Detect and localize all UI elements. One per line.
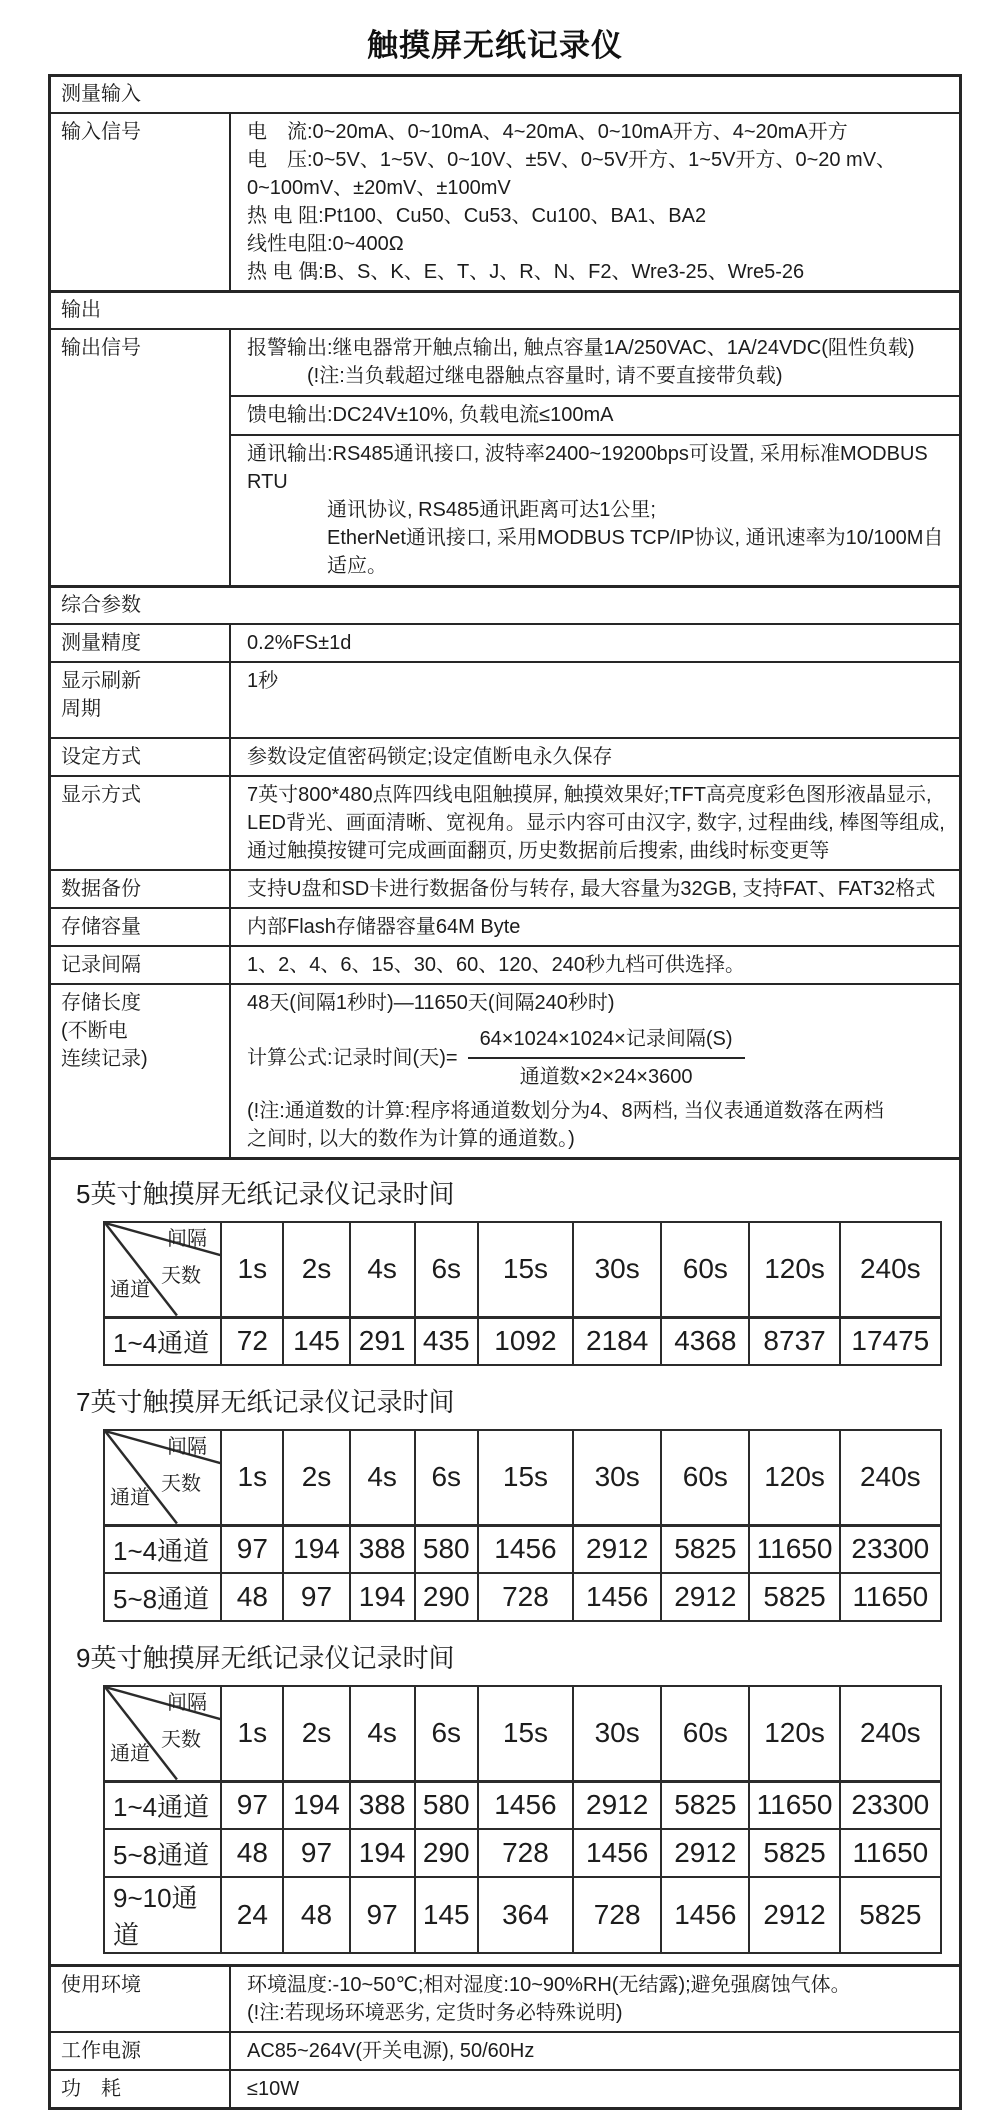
input-signal-line: 电 流:0~20mA、0~10mA、4~20mA、0~10mA开方、4~20mA开方 <box>247 121 848 143</box>
storage-label-line: 存储长度 <box>61 992 141 1014</box>
record-days-cell: 1456 <box>478 1525 573 1573</box>
interval-header-cell: 60s <box>661 1222 749 1317</box>
record-days-cell: 17475 <box>840 1317 941 1365</box>
record-days-cell: 24 <box>221 1877 283 1953</box>
interval-header-cell: 120s <box>749 1430 839 1525</box>
spec-label-capacity: 存储容量 <box>51 909 231 945</box>
section-header-measure-input: 测量输入 <box>61 83 141 105</box>
record-days-cell: 2912 <box>749 1877 839 1953</box>
spec-value-accuracy: 0.2%FS±1d <box>247 632 352 654</box>
corner-label-interval: 间隔 <box>167 1436 207 1458</box>
record-days-cell: 23300 <box>840 1525 941 1573</box>
record-days-cell: 435 <box>415 1317 478 1365</box>
record-table-section <box>76 1382 942 1622</box>
spec-value-consumption: ≤10W <box>247 2078 300 2100</box>
record-table-title: 9英寸触摸屏无纸记录仪记录时间 <box>76 1643 455 1673</box>
comm-output-line: 通讯输出:RS485通讯接口, 波特率2400~19200bps可设置, 采用标准MODBUS RTU <box>247 443 928 493</box>
interval-header-cell: 120s <box>749 1686 839 1781</box>
record-days-cell: 48 <box>221 1829 283 1877</box>
interval-header-cell: 2s <box>283 1222 349 1317</box>
spec-label-display: 显示方式 <box>51 777 231 869</box>
interval-header-cell: 60s <box>661 1430 749 1525</box>
record-table <box>103 1685 942 1954</box>
input-signal-line: 线性电阻:0~400Ω <box>247 233 404 255</box>
record-days-cell: 194 <box>283 1781 349 1829</box>
feed-output-line: 馈电输出:DC24V±10%, 负载电流≤100mA <box>247 404 614 426</box>
channel-range-cell: 1~4通道 <box>104 1525 221 1573</box>
record-days-cell: 5825 <box>749 1829 839 1877</box>
interval-header-cell: 1s <box>221 1686 283 1781</box>
spec-row-display <box>51 775 959 869</box>
input-signal-line: 电 压:0~5V、1~5V、0~10V、±5V、0~5V开方、1~5V开方、0~20 mV、 <box>247 149 897 171</box>
record-days-cell: 72 <box>221 1317 283 1365</box>
storage-formula <box>247 1025 949 1091</box>
page-title: 触摸屏无纸记录仪 <box>367 28 623 63</box>
spec-value-environment <box>231 1967 959 2031</box>
record-table-section <box>76 1638 942 1954</box>
storage-note-line: (!注:通道数的计算:程序将通道数划分为4、8两档, 当仪表通道数落在两档 <box>247 1100 884 1122</box>
spec-label-setting: 设定方式 <box>51 739 231 775</box>
spec-row-storage-length <box>51 983 959 1157</box>
spec-value-interval: 1、2、4、6、15、30、60、120、240秒九档可供选择。 <box>247 954 745 976</box>
record-table-row <box>104 1525 941 1573</box>
record-days-cell: 2912 <box>573 1525 661 1573</box>
record-days-cell: 1456 <box>573 1573 661 1621</box>
spec-row-capacity <box>51 907 959 945</box>
alarm-output-note: (!注:当负载超过继电器触点容量时, 请不要直接带负载) <box>307 365 783 387</box>
spec-row-consumption <box>51 2069 959 2107</box>
alarm-output-subrow <box>231 330 959 395</box>
corner-label-days: 天数 <box>161 1473 201 1495</box>
record-days-cell: 5825 <box>840 1877 941 1953</box>
display-mode-line: 7英寸800*480点阵四线电阻触摸屏, 触摸效果好;TFT高亮度彩色图形液晶显示, <box>247 784 932 806</box>
interval-header-cell: 6s <box>415 1222 478 1317</box>
interval-header-cell: 30s <box>573 1686 661 1781</box>
spec-label-accuracy: 测量精度 <box>51 625 231 661</box>
input-signal-line: 0~100mV、±20mV、±100mV <box>247 177 511 199</box>
spec-label-power: 工作电源 <box>51 2033 231 2069</box>
record-table <box>103 1429 942 1622</box>
channel-range-cell: 9~10通道 <box>104 1877 221 1953</box>
formula-fraction <box>468 1025 745 1091</box>
section-row-measure-input <box>51 77 959 112</box>
spec-row-refresh <box>51 661 959 737</box>
channel-range-cell: 5~8通道 <box>104 1829 221 1877</box>
spec-row-input-signal <box>51 112 959 290</box>
record-days-cell: 11650 <box>840 1573 941 1621</box>
interval-header-cell: 15s <box>478 1430 573 1525</box>
environment-line: 环境温度:-10~50℃;相对湿度:10~90%RH(无结露);避免强腐蚀气体。 <box>247 1974 851 1996</box>
interval-header-cell: 120s <box>749 1222 839 1317</box>
section-header-general: 综合参数 <box>61 594 141 616</box>
corner-label-days: 天数 <box>161 1265 201 1287</box>
comm-output-subrow <box>231 434 959 585</box>
interval-header-cell: 2s <box>283 1430 349 1525</box>
input-signal-line: 热 电 阻:Pt100、Cu50、Cu53、Cu100、BA1、BA2 <box>247 205 707 227</box>
storage-range-line: 48天(间隔1秒时)—11650天(间隔240秒时) <box>247 992 615 1014</box>
spec-label-environment: 使用环境 <box>51 1967 231 2031</box>
record-days-cell: 194 <box>350 1829 415 1877</box>
record-days-cell: 290 <box>415 1573 478 1621</box>
record-days-cell: 23300 <box>840 1781 941 1829</box>
record-days-cell: 1456 <box>661 1877 749 1953</box>
record-table-header-row <box>104 1686 941 1781</box>
storage-note <box>247 1097 949 1153</box>
record-days-cell: 1456 <box>573 1829 661 1877</box>
spec-label-interval: 记录间隔 <box>51 947 231 983</box>
record-table-row <box>104 1829 941 1877</box>
spec-label-consumption: 功 耗 <box>51 2071 231 2107</box>
interval-header-cell: 4s <box>350 1222 415 1317</box>
environment-note: (!注:若现场环境恶劣, 定货时务必特殊说明) <box>247 2002 623 2024</box>
refresh-label-line: 显示刷新 <box>61 670 141 692</box>
spec-label-output-signal: 输出信号 <box>51 330 231 585</box>
interval-header-cell: 1s <box>221 1222 283 1317</box>
spec-row-setting <box>51 737 959 775</box>
interval-header-cell: 30s <box>573 1222 661 1317</box>
interval-header-cell: 30s <box>573 1430 661 1525</box>
corner-label-days: 天数 <box>161 1729 201 1751</box>
interval-header-cell: 15s <box>478 1686 573 1781</box>
spec-row-interval <box>51 945 959 983</box>
record-days-cell: 11650 <box>749 1781 839 1829</box>
section-row-general <box>51 585 959 623</box>
record-days-cell: 291 <box>350 1317 415 1365</box>
record-days-cell: 97 <box>221 1525 283 1573</box>
record-days-cell: 97 <box>350 1877 415 1953</box>
interval-header-cell: 240s <box>840 1430 941 1525</box>
spec-label-storage-length <box>51 985 231 1157</box>
spec-row-power <box>51 2031 959 2069</box>
record-table-corner-cell <box>104 1222 221 1317</box>
comm-output-line: 通讯协议, RS485通讯距离可达1公里; <box>327 499 656 521</box>
corner-label-interval: 间隔 <box>167 1228 207 1250</box>
spec-value-capacity: 内部Flash存储器容量64M Byte <box>247 916 521 938</box>
record-table-row <box>104 1781 941 1829</box>
record-days-cell: 145 <box>283 1317 349 1365</box>
interval-header-cell: 240s <box>840 1686 941 1781</box>
spec-value-output-signal <box>231 330 959 585</box>
corner-label-channel: 通道 <box>110 1279 150 1301</box>
record-days-cell: 97 <box>283 1573 349 1621</box>
spec-row-environment <box>51 1964 959 2031</box>
record-days-cell: 194 <box>283 1525 349 1573</box>
corner-label-channel: 通道 <box>110 1487 150 1509</box>
record-days-cell: 388 <box>350 1525 415 1573</box>
record-days-cell: 1456 <box>478 1781 573 1829</box>
record-days-cell: 580 <box>415 1781 478 1829</box>
record-days-cell: 2184 <box>573 1317 661 1365</box>
spec-value-storage-length <box>231 985 959 1157</box>
record-days-cell: 290 <box>415 1829 478 1877</box>
section-header-output: 输出 <box>61 299 101 321</box>
record-table-corner-cell <box>104 1430 221 1525</box>
record-days-cell: 8737 <box>749 1317 839 1365</box>
record-days-cell: 194 <box>350 1573 415 1621</box>
spec-label-backup: 数据备份 <box>51 871 231 907</box>
interval-header-cell: 240s <box>840 1222 941 1317</box>
record-days-cell: 11650 <box>840 1829 941 1877</box>
record-table-header-row <box>104 1430 941 1525</box>
interval-header-cell: 6s <box>415 1686 478 1781</box>
feed-output-subrow <box>231 395 959 434</box>
record-table-header-row <box>104 1222 941 1317</box>
section-row-output <box>51 290 959 328</box>
record-table-title: 7英寸触摸屏无纸记录仪记录时间 <box>76 1387 455 1417</box>
spec-value-display <box>231 777 959 869</box>
record-tables-row <box>51 1157 959 1964</box>
spec-value-input-signal <box>231 114 959 290</box>
spec-row-output-signal <box>51 328 959 585</box>
record-days-cell: 11650 <box>749 1525 839 1573</box>
record-days-cell: 728 <box>478 1829 573 1877</box>
display-mode-line: 通过触摸按键可完成画面翻页, 历史数据前后搜索, 曲线时标变更等 <box>247 840 830 862</box>
record-days-cell: 48 <box>221 1573 283 1621</box>
record-days-cell: 364 <box>478 1877 573 1953</box>
record-days-cell: 97 <box>283 1829 349 1877</box>
record-days-cell: 4368 <box>661 1317 749 1365</box>
record-days-cell: 388 <box>350 1781 415 1829</box>
record-days-cell: 2912 <box>661 1573 749 1621</box>
formula-denominator: 通道数×2×24×3600 <box>519 1066 693 1088</box>
record-days-cell: 5825 <box>749 1573 839 1621</box>
interval-header-cell: 2s <box>283 1686 349 1781</box>
record-table <box>103 1221 942 1366</box>
channel-range-cell: 1~4通道 <box>104 1317 221 1365</box>
record-days-cell: 5825 <box>661 1781 749 1829</box>
refresh-label-line: 周期 <box>61 698 101 720</box>
record-days-cell: 1092 <box>478 1317 573 1365</box>
record-table-row <box>104 1573 941 1621</box>
storage-label-line: 连续记录) <box>61 1048 148 1070</box>
spec-value-setting: 参数设定值密码锁定;设定值断电永久保存 <box>247 746 613 768</box>
record-days-cell: 97 <box>221 1781 283 1829</box>
spec-value-backup: 支持U盘和SD卡进行数据备份与转存, 最大容量为32GB, 支持FAT、FAT32格式 <box>247 878 936 900</box>
interval-header-cell: 1s <box>221 1430 283 1525</box>
record-days-cell: 145 <box>415 1877 478 1953</box>
channel-range-cell: 1~4通道 <box>104 1781 221 1829</box>
spec-label-input-signal: 输入信号 <box>51 114 231 290</box>
spec-label-refresh <box>51 663 231 737</box>
formula-numerator: 64×1024×1024×记录间隔(S) <box>468 1025 745 1059</box>
record-days-cell: 5825 <box>661 1525 749 1573</box>
interval-header-cell: 6s <box>415 1430 478 1525</box>
spec-value-refresh: 1秒 <box>247 670 279 692</box>
interval-header-cell: 15s <box>478 1222 573 1317</box>
record-tables <box>51 1160 942 1964</box>
storage-label-line: (不断电 <box>61 1020 128 1042</box>
record-table-section <box>76 1174 942 1366</box>
record-days-cell: 728 <box>573 1877 661 1953</box>
record-days-cell: 2912 <box>661 1829 749 1877</box>
record-days-cell: 2912 <box>573 1781 661 1829</box>
corner-label-interval: 间隔 <box>167 1692 207 1714</box>
record-table-row <box>104 1877 941 1953</box>
corner-label-channel: 通道 <box>110 1743 150 1765</box>
record-days-cell: 48 <box>283 1877 349 1953</box>
record-table-row <box>104 1317 941 1365</box>
interval-header-cell: 4s <box>350 1686 415 1781</box>
spec-value-power: AC85~264V(开关电源), 50/60Hz <box>247 2040 535 2062</box>
record-table-corner-cell <box>104 1686 221 1781</box>
record-table-title: 5英寸触摸屏无纸记录仪记录时间 <box>76 1179 455 1209</box>
storage-note-line: 之间时, 以大的数作为计算的通道数。) <box>247 1128 575 1150</box>
spec-row-backup <box>51 869 959 907</box>
interval-header-cell: 4s <box>350 1430 415 1525</box>
input-signal-line: 热 电 偶:B、S、K、E、T、J、R、N、F2、Wre3-25、Wre5-26 <box>247 261 805 283</box>
record-days-cell: 580 <box>415 1525 478 1573</box>
interval-header-cell: 60s <box>661 1686 749 1781</box>
record-days-cell: 728 <box>478 1573 573 1621</box>
spec-row-accuracy <box>51 623 959 661</box>
alarm-output-line: 报警输出:继电器常开触点输出, 触点容量1A/250VAC、1A/24VDC(阻性负载) <box>247 337 915 359</box>
formula-prefix: 计算公式:记录时间(天)= <box>247 1047 458 1069</box>
spec-table <box>48 74 962 2110</box>
display-mode-line: LED背光、画面清晰、宽视角。显示内容可由汉字, 数字, 过程曲线, 棒图等组成, <box>247 812 945 834</box>
channel-range-cell: 5~8通道 <box>104 1573 221 1621</box>
comm-output-line: EtherNet通讯接口, 采用MODBUS TCP/IP协议, 通讯速率为10/100M自适应。 <box>327 527 944 577</box>
